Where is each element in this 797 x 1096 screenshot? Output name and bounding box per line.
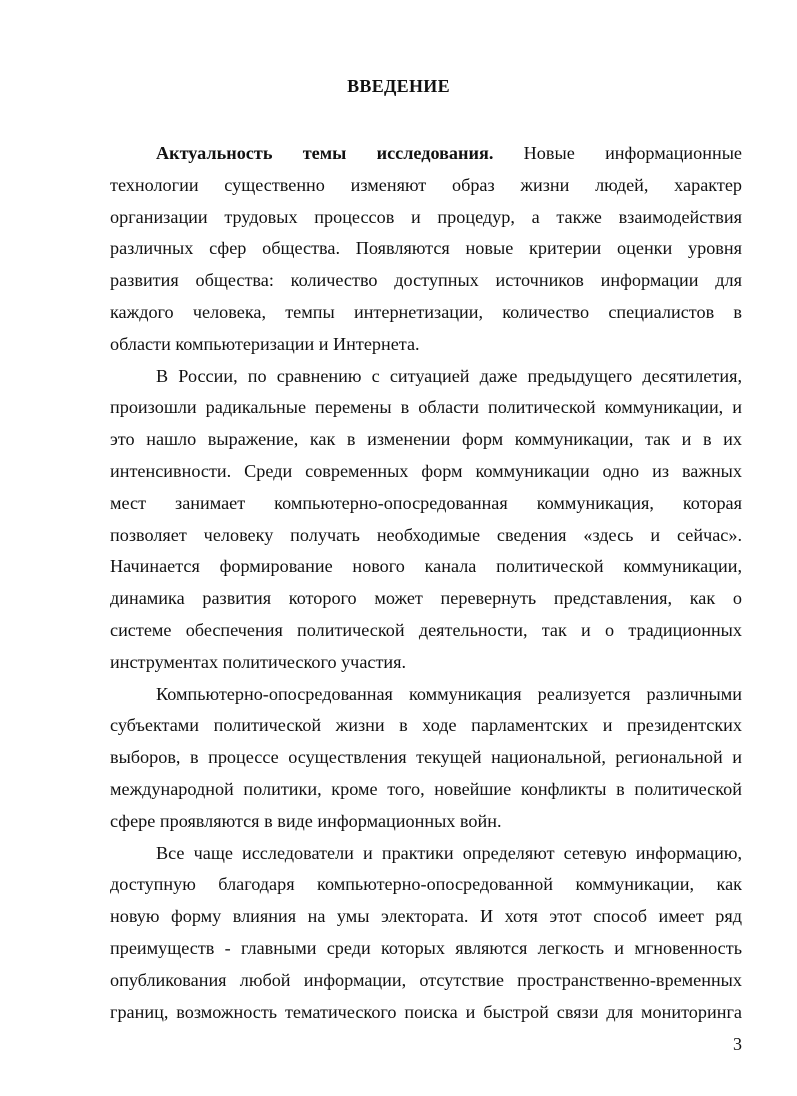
page-title: ВВЕДЕНИЕ (347, 76, 450, 96)
paragraph-line: преимуществ - главными среди которых являются легкость и мгновенность (110, 937, 742, 958)
paragraph-line: Все чаще исследователи и практики определяют сетевую информацию, (156, 842, 742, 863)
paragraph-line: Актуальность темы исследования. Новые информационные (156, 143, 743, 163)
paragraph-line: организации трудовых процессов и процедур, а также взаимодействия (110, 206, 742, 227)
page-number: 3 (733, 1034, 742, 1054)
paragraph-line: Начинается формирование нового канала политической коммуникации, (110, 556, 742, 577)
paragraph-line: интенсивности. Среди современных форм коммуникации одно из важных (110, 460, 742, 481)
paragraph-line: это нашло выражение, как в изменении форм коммуникации, так и в их (110, 429, 742, 450)
paragraph (110, 138, 742, 361)
paragraph-line: сфере проявляются в виде информационных войн. (110, 810, 502, 831)
paragraph-line: различных сфер общества. Появляются новые критерии оценки уровня (110, 238, 742, 259)
paragraph-line: доступную благодаря компьютерно-опосредованной коммуникации, как (110, 874, 742, 895)
paragraph-line: произошли радикальные перемены в области политической коммуникации, и (110, 397, 742, 418)
paragraph-line: выборов, в процессе осуществления текущей национальной, региональной и (110, 747, 742, 768)
paragraph (110, 679, 742, 838)
paragraph-line: субъектами политической жизни в ходе парламентских и президентских (110, 715, 742, 736)
paragraph-line: Компьютерно-опосредованная коммуникация реализуется различными (156, 683, 742, 704)
lead-heading: Актуальность темы исследования. (156, 143, 494, 163)
paragraph-line: позволяет человеку получать необходимые сведения «здесь и сейчас». (110, 524, 742, 545)
paragraph-line: области компьютеризации и Интернета. (110, 333, 420, 354)
paragraph-line: новую форму влияния на умы электората. И хотя этот способ имеет ряд (110, 906, 742, 927)
paragraph-line: динамика развития которого может перевернуть представления, как о (110, 588, 742, 609)
paragraph (110, 361, 742, 679)
paragraph-line: развития общества: количество доступных источников информации для (110, 270, 742, 291)
paragraph-line: границ, возможность тематического поиска и быстрой связи для мониторинга (110, 1001, 742, 1022)
body-text (110, 138, 742, 1028)
paragraph-line: системе обеспечения политической деятельности, так и о традиционных (110, 619, 742, 640)
paragraph-line: инструментах политического участия. (110, 651, 407, 672)
paragraph-line: каждого человека, темпы интернетизации, количество специалистов в (110, 301, 742, 322)
paragraph-line: мест занимает компьютерно-опосредованная коммуникация, которая (110, 492, 742, 513)
paragraph-line: В России, по сравнению с ситуацией даже предыдущего десятилетия, (156, 365, 742, 386)
paragraph-line: опубликования любой информации, отсутствие пространственно-временных (110, 969, 742, 990)
paragraph-line: международной политики, кроме того, новейшие конфликты в политической (110, 778, 742, 799)
paragraph-line: технологии существенно изменяют образ жизни людей, характер (110, 174, 742, 195)
paragraph (110, 838, 742, 1029)
